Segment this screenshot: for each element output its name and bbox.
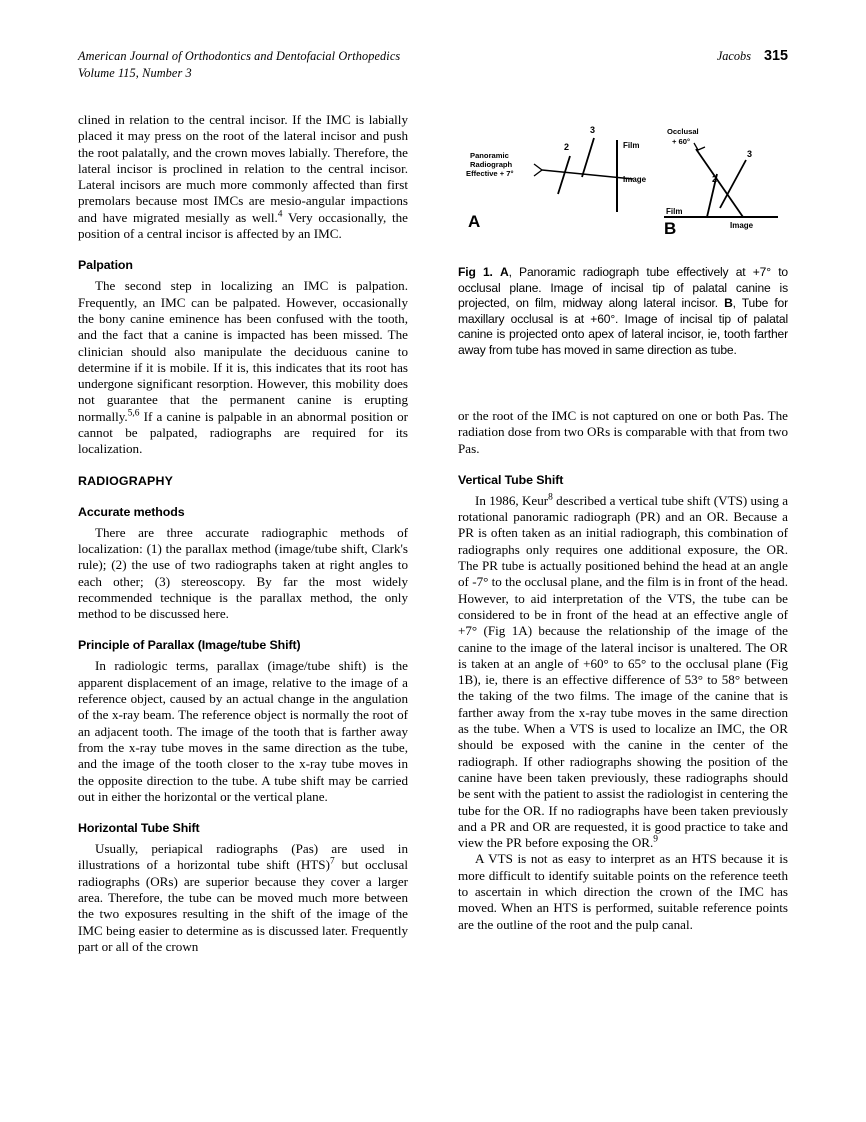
page-number: 315	[763, 48, 788, 64]
figure-1	[458, 112, 788, 358]
heading-vertical-tube-shift: Vertical Tube Shift	[458, 472, 564, 487]
paragraph-final-vts-vs-hts: A VTS is not as easy to interpret as an HTS because it is more difficult to identify suitable points on the reference teeth to ascertain in which direction the crown of the IMC has moved. When an HTS is performed, suitable reference points are the outline of the root and the pulp canal.	[458, 851, 788, 932]
reference-marker-4: 4	[277, 209, 283, 220]
paragraph-text-mid: described a vertical tube shift (VTS) using a rotational panoramic radiograph (PR) and an OR. Because a PR is often taken as an initial radiograph, this combination of radiographs only requires one additional exposure, the OR. The PR tube is actually positioned behind the head at an angle of -7° to the occlusal plane, and the film is in front of the head. However, to aid interpretation of the VTS, the tube can be considered to be in front of the head at an effective angle of +7° (Fig 1A) because the relationship of the image of the canine to the image of the lateral incisor is unaltered. The OR is taken at an angle of +60° to 65° to the occlusal plane (Fig 1B), ie, there is an effective difference of 53° to 58° between the taking of the two films. The image of the canine that is farther away from the x-ray tube moves in the same direction as the tube. When a VTS is used to localize an IMC, the OR should be exposed with the canine in the center of the radiograph. If other radiographs showing the position of the canine have been taken previously, these radiographs should be sent with the patient to assist the radiologist in centering the tube for the OR. If no radiographs have been taken previously and a PR and OR are requested, it is good practice to take and view the PR before exposing the OR.	[458, 492, 789, 851]
paragraph-horizontal-tube-shift	[78, 841, 408, 955]
paragraph-palpation	[78, 278, 408, 457]
panel-b-source-label-line1: Occlusal	[667, 127, 699, 136]
paragraph-text: clined in relation to the central incisor. If the IMC is labially placed it may press on the root of the lateral incisor and push the root palatally, and the crown moves labially. Therefore, the lateral incisor is proclined in relation to the central incisor. Lateral incisors are much more commonly affected than first premolars because most IMCs are mesio-angular impactions and have migrated mesially as well.	[78, 112, 408, 225]
author-name: Jacobs	[716, 49, 751, 63]
paragraph-text-tail: If a canine is palpable in an abnormal position or cannot be palpated, radiographs are required for its localization.	[78, 408, 408, 457]
panel-a-tooth-2-label: 2	[564, 142, 570, 152]
figure-1-artwork	[458, 112, 788, 252]
paragraph-parallax: In radiologic terms, parallax (image/tube shift) is the apparent displacement of an image, relative to the image of a reference object, caused by an actual change in the angulation of the x-ray beam. The reference object is normally the root of an adjacent tooth. The image of the tooth that is farther away from the x-ray tube moves in the same direction as the tube, and the image of the tooth closer to the x-ray tube moves in the opposite direction to the tube. A tube shift may be carried out in either the horizontal or the vertical plane.	[78, 658, 408, 804]
panel-b-tooth-3-label: 3	[747, 149, 753, 159]
panel-a-letter: A	[468, 212, 481, 231]
heading-principle-of-parallax: Principle of Parallax (Image/tube Shift)	[78, 638, 301, 653]
reference-marker-5-6: 5,6	[127, 408, 140, 419]
paragraph-text-tail: Very occasionally, the position of a central incisor is affected by an IMC.	[78, 209, 408, 242]
paragraph-text: Usually, periapical radiographs (Pas) are used in illustrations of a horizontal tube shift (HTS)	[78, 841, 408, 873]
running-head-author-page	[717, 48, 788, 65]
panel-b-tooth-2-label: 2	[712, 174, 718, 184]
caption-panel-b-marker: B	[724, 296, 733, 310]
volume-issue: Volume 115, Number 3	[78, 65, 192, 80]
reference-marker-9: 9	[653, 834, 658, 845]
paragraph-text: In 1986, Keur	[475, 492, 549, 508]
panel-b-image-label: Image	[730, 221, 754, 230]
reference-marker-8: 8	[548, 492, 553, 503]
right-column	[458, 408, 788, 933]
caption-part-b: , Tube for maxillary occlusal is at +60°. Image of incisal tip of palatal canine is projected onto apex of lateral incisor, ie, tooth farther away from tube has moved in same direction as tube.	[458, 296, 789, 357]
panel-b-source-label-line2: + 60°	[672, 137, 691, 146]
running-head-journal-info	[78, 48, 400, 81]
paragraph-continued-incisor	[78, 112, 408, 242]
heading-palpation: Palpation	[78, 258, 133, 273]
figure-1-caption	[458, 265, 788, 358]
heading-horizontal-tube-shift: Horizontal Tube Shift	[78, 821, 200, 836]
heading-radiography: RADIOGRAPHY	[78, 473, 174, 488]
paragraph-text: The second step in localizing an IMC is palpation. Frequently, an IMC can be palpated. However, occasionally the bony canine eminence has been confused with the tooth, and the fact that a canine is impacted has been missed. The clinician should also manipulate the deciduous canine to determine if it is mobile. If it is, this indicates that its root has undergone significant resorption. However, this mobility does not guarantee that the permanent canine is erupting normally.	[78, 278, 408, 424]
paragraph-accurate-methods: There are three accurate radiographic methods of localization: (1) the parallax method (image/tube shift, Clark's rule); (2) the use of two radiographs taken at right angles to each other; (3) stereoscopy. By far the most widely recommended technique is the parallax method, the only method to be discussed here.	[78, 524, 408, 622]
paragraph-text-tail: but occlusal radiographs (ORs) are superior because they cover a larger area. Therefore, the tube can be moved much more between the two exposures resulting in the shift of the image of the IMC being easier to determine as is discussed later. Frequently part or all of the crown	[78, 857, 408, 954]
panel-b-letter: B	[664, 219, 677, 238]
panel-a-source-label-line3: Effective + 7°	[466, 169, 514, 178]
panel-a-tooth-3-label: 3	[590, 125, 596, 135]
heading-accurate-methods: Accurate methods	[78, 504, 185, 519]
left-column	[78, 112, 408, 955]
panel-a-film-label: Film	[623, 141, 640, 150]
paragraph-vertical-tube-shift	[458, 493, 788, 852]
panel-a-image-label: Image	[623, 175, 647, 184]
panel-a-source-label-line2: Radiograph	[470, 160, 513, 169]
caption-part-a: , Panoramic radiograph tube effectively at +7° to occlusal plane. Image of incisal tip of palatal canine is projected, on film, midway along lateral incisor.	[458, 265, 788, 310]
running-head	[78, 48, 788, 82]
caption-panel-a-marker: A	[500, 265, 509, 279]
reference-marker-7: 7	[329, 857, 335, 868]
panel-a-source-label-line1: Panoramic	[470, 151, 509, 160]
journal-title: American Journal of Orthodontics and Dentofacial Orthopedics	[78, 49, 401, 63]
figure-number: Fig 1.	[458, 265, 493, 279]
paragraph-continued-imc-root: or the root of the IMC is not captured on one or both Pas. The radiation dose from two ORs is comparable with that from two Pas.	[458, 408, 788, 456]
panel-b-film-label: Film	[666, 207, 683, 216]
